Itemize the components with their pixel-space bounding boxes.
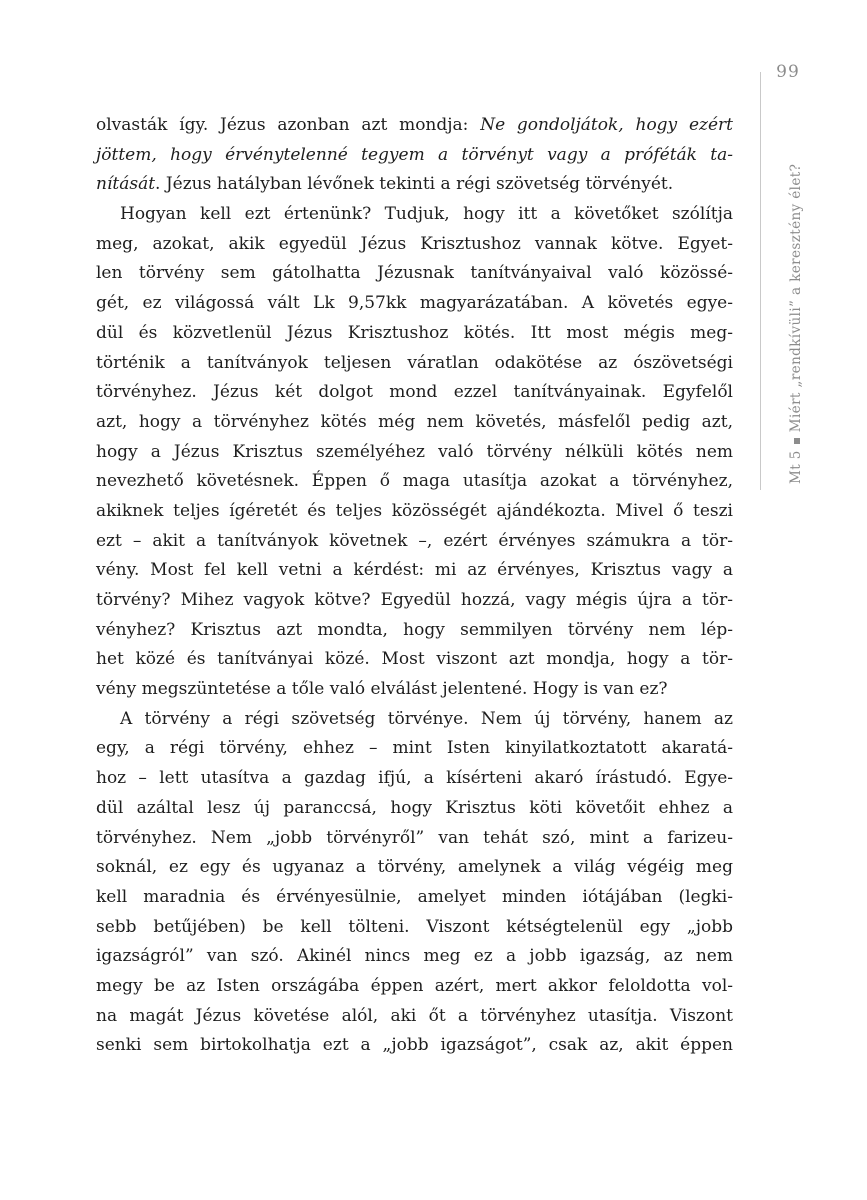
text-line: len törvény sem gátolhatta Jézusnak tanítványaival való közössé- <box>96 263 733 284</box>
text-line: A törvény a régi szövetség törvénye. Nem új törvény, hanem az <box>120 708 733 729</box>
text-line: nítását. Jézus hatályban lévőnek tekinti a régi szövetség törvényét. <box>96 174 674 195</box>
text-line: gét, ez világossá vált Lk 9,57kk magyarázatában. A követés egye- <box>96 293 733 314</box>
body-text <box>96 111 733 1061</box>
text-line: sebb betűjében) be kell tölteni. Viszont kétségtelenül egy „jobb <box>96 916 733 937</box>
separator-square-icon <box>794 438 800 444</box>
text-line: ezt – akit a tanítványok követnek –, ezért érvényes számukra a tör- <box>96 530 733 551</box>
text-line: megy be az Isten országába éppen azért, mert akkor feloldotta vol- <box>96 975 733 996</box>
text-line: törvény? Mihez vagyok kötve? Egyedül hozzá, vagy mégis újra a tör- <box>96 590 733 610</box>
text-line: olvasták így. Jézus azonban azt mondja: Ne gondoljátok, hogy ezért <box>96 115 733 135</box>
text-line: soknál, ez egy és ugyanaz a törvény, amelynek a világ végéig meg <box>96 857 733 878</box>
text-line: egy, a régi törvény, ehhez – mint Isten kinyilatkoztatott akaratá- <box>96 738 733 759</box>
running-head-title: Miért „rendkívüli” a keresztény élet? <box>788 163 804 433</box>
text-line: vény megszüntetése a tőle való elválást jelentené. Hogy is van ez? <box>96 679 668 700</box>
text-line: törvényhez. Nem „jobb törvényről” van tehát szó, mint a farizeu- <box>96 827 733 848</box>
text-line: nevezhető követésnek. Éppen ő maga utasítja azokat a törvényhez, <box>96 471 733 492</box>
text-line: jöttem, hogy érvénytelenné tegyem a törvényt vagy a próféták ta- <box>96 144 733 165</box>
text-line: dül azáltal lesz új paranccsá, hogy Krisztus köti követőit ehhez a <box>96 797 733 818</box>
running-head-chapter: Mt 5 <box>788 450 804 484</box>
text-line: akiknek teljes ígéretét és teljes közösségét ajándékozta. Mivel ő teszi <box>96 500 733 521</box>
text-line: vényhez? Krisztus azt mondta, hogy semmilyen törvény nem lép- <box>96 619 733 640</box>
text-line: hoz – lett utasítva a gazdag ifjú, a kísérteni akaró írástudó. Egye- <box>96 768 733 789</box>
running-head <box>788 164 804 484</box>
text-line: dül és közvetlenül Jézus Krisztushoz kötés. Itt most mégis meg- <box>96 322 733 343</box>
text-line: azt, hogy a törvényhez kötés még nem követés, másfelől pedig azt, <box>96 411 733 432</box>
text-line: hogy a Jézus Krisztus személyéhez való törvény nélküli kötés nem <box>96 441 733 462</box>
text-line: törvényhez. Jézus két dolgot mond ezzel tanítványainak. Egyfelől <box>96 382 733 403</box>
text-line: igazságról” van szó. Akinél nincs meg ez a jobb igazság, az nem <box>96 946 733 967</box>
text-line: kell maradnia és érvényesülnie, amelyet minden iótájában (legki- <box>96 886 733 907</box>
text-line: na magát Jézus követése alól, aki őt a törvényhez utasítja. Viszont <box>96 1005 733 1026</box>
text-line: történik a tanítványok teljesen váratlan odakötése az ószövetségi <box>96 352 733 373</box>
text-line: het közé és tanítványai közé. Most viszont azt mondja, hogy a tör- <box>96 649 733 670</box>
text-line: meg, azokat, akik egyedül Jézus Krisztushoz vannak kötve. Egyet- <box>96 233 733 254</box>
text-line: vény. Most fel kell vetni a kérdést: mi az érvényes, Krisztus vagy a <box>96 560 733 581</box>
text-line: Hogyan kell ezt értenünk? Tudjuk, hogy itt a követőket szólítja <box>120 204 733 225</box>
margin-rule <box>760 72 761 490</box>
page-number: 99 <box>776 62 800 82</box>
text-line: senki sem birtokolhatja ezt a „jobb igazságot”, csak az, akit éppen <box>96 1035 733 1056</box>
